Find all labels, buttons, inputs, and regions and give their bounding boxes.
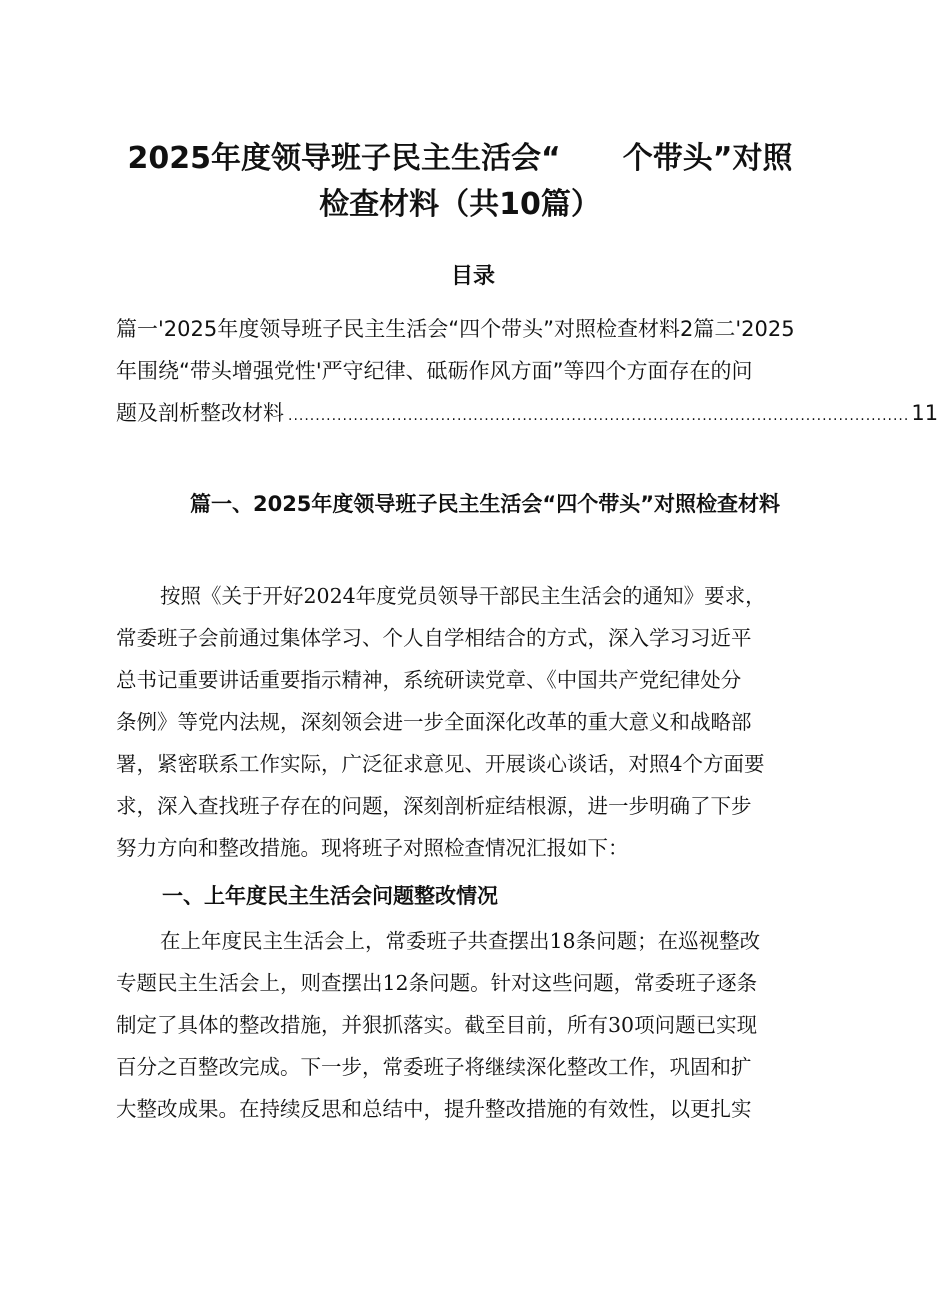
table-of-contents — [116, 308, 939, 437]
section-title: 篇一、2025年度领导班子民主生活会“四个带头”对照检查材料 — [189, 492, 781, 516]
paragraph-line: 按照《关于开好2024年度党员领导干部民主生活会的通知》要求， — [160, 584, 766, 608]
title-line-2: 检查材料（共10篇） — [319, 187, 601, 222]
toc-dot-leader: .................................................................................................................. — [288, 408, 910, 424]
paragraph-line: 署，紧密联系工作实际，广泛征求意见、开展谈心谈话，对照4个方面要 — [116, 752, 765, 776]
subheading-1: 一、上年度民主生活会问题整改情况 — [162, 884, 498, 908]
paragraph-1 — [116, 575, 832, 869]
paragraph-line: 条例》等党内法规，深刻领会进一步全面深化改革的重大意义和战略部 — [116, 710, 752, 734]
paragraph-line: 百分之百整改完成。下一步，常委班子将继续深化整改工作，巩固和扩 — [116, 1055, 752, 1079]
title-line-1 — [100, 136, 820, 182]
paragraph-2 — [116, 920, 832, 1130]
toc-line-3[interactable] — [116, 392, 939, 437]
toc-line-1[interactable]: 篇一'2025年度领导班子民主生活会“四个带头”对照检查材料2篇二'2025 — [116, 317, 795, 341]
title-line-1-part-a: 2025年度领导班子民主生活会“ — [127, 141, 561, 176]
toc-heading: 目录 — [450, 264, 495, 289]
paragraph-line: 专题民主生活会上，则查摆出12条问题。针对这些问题，常委班子逐条 — [116, 971, 758, 995]
paragraph-line: 制定了具体的整改措施，并狠抓落实。截至目前，所有30项问题已实现 — [116, 1013, 758, 1037]
paragraph-line: 常委班子会前通过集体学习、个人自学相结合的方式，深入学习习近平 — [116, 626, 752, 650]
title-line-1-part-b: 个带头”对照 — [622, 141, 793, 176]
paragraph-line: 大整改成果。在持续反思和总结中，提升整改措施的有效性，以更扎实 — [116, 1097, 752, 1121]
paragraph-line: 在上年度民主生活会上，常委班子共查摆出18条问题；在巡视整改 — [160, 929, 761, 953]
paragraph-line: 总书记重要讲话重要指示精神，系统研读党章、《中国共产党纪律处分 — [116, 668, 742, 692]
paragraph-line: 求，深入查找班子存在的问题，深刻剖析症结根源，进一步明确了下步 — [116, 794, 752, 818]
toc-page-number: 11 — [911, 401, 939, 425]
paragraph-line: 努力方向和整改措施。现将班子对照检查情况汇报如下： — [116, 836, 629, 860]
toc-line-2[interactable]: 年围绕“带头增强党性'严守纪律、砥砺作风方面”等四个方面存在的问 — [116, 359, 753, 383]
toc-line-3-text: 题及剖析整改材料 — [116, 401, 284, 425]
document-title — [100, 136, 820, 228]
